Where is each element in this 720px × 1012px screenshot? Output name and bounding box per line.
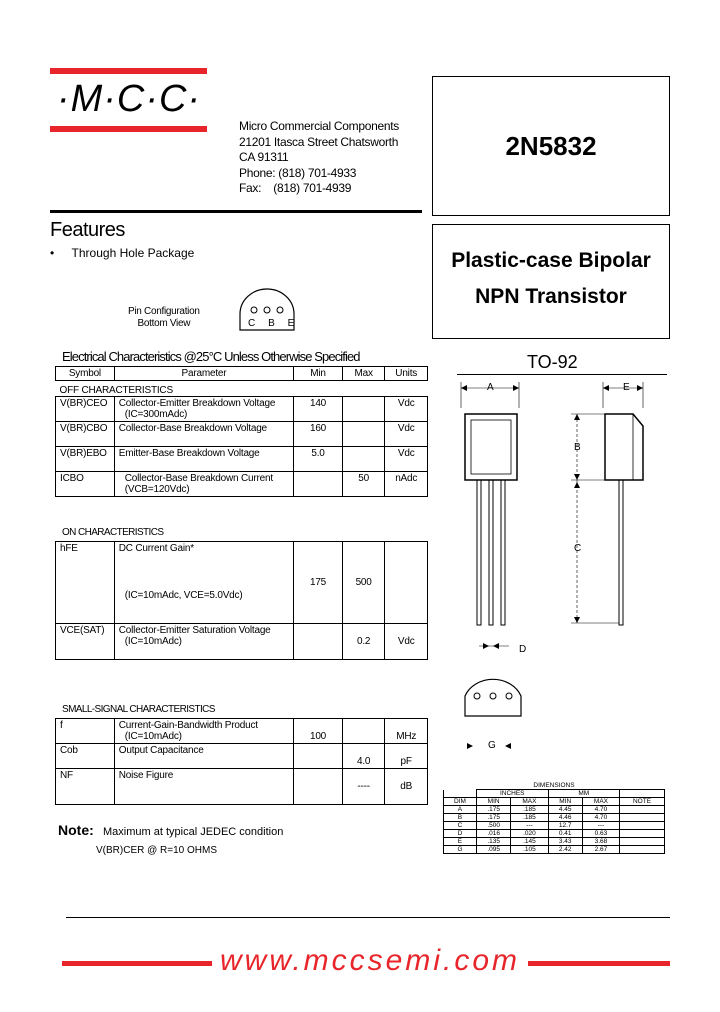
min-cell	[294, 624, 343, 660]
table-row: A .175 .185 4.45 4.70	[444, 806, 665, 814]
dim-label-d: D	[519, 644, 526, 655]
description-line1: Plastic-case Bipolar	[451, 249, 651, 272]
parameter-cell: Noise Figure	[114, 769, 293, 805]
symbol-cell: f	[56, 719, 115, 744]
min-cell	[294, 769, 343, 805]
dim-label-a: A	[487, 382, 494, 393]
max-cell: 0.2	[342, 624, 385, 660]
symbol-cell: NF	[56, 769, 115, 805]
symbol-cell: V(BR)EBO	[56, 447, 115, 472]
max-cell	[342, 447, 385, 472]
dim-header: MAX	[582, 798, 619, 806]
header-units: Units	[385, 367, 428, 381]
company-phone: Phone: (818) 701-4933	[239, 165, 357, 180]
off-table	[55, 366, 428, 497]
description-line2: NPN Transistor	[475, 285, 627, 308]
dim-header-row	[444, 798, 665, 806]
table-row	[56, 624, 428, 660]
unit-cell: nAdc	[385, 472, 428, 497]
header-parameter: Parameter	[114, 367, 293, 381]
max-cell	[342, 397, 385, 422]
header-min: Min	[294, 367, 343, 381]
dim-label-b: B	[574, 442, 581, 453]
logo-bottom-bar	[50, 126, 207, 132]
note-text: Maximum at typical JEDEC condition	[103, 826, 284, 838]
blank	[444, 790, 477, 798]
features-title: Features	[50, 219, 125, 241]
note-text2: V(BR)CER @ R=10 OHMS	[96, 845, 218, 856]
max-cell: 500	[342, 542, 385, 624]
param-cond: (IC=10mAdc, VCE=5.0Vdc)	[124, 590, 243, 601]
table-row	[56, 769, 428, 805]
off-section-title: OFF CHARACTERISTICS	[59, 385, 173, 396]
company-fax: Fax: (818) 701-4939	[239, 181, 352, 195]
table-row	[56, 397, 428, 422]
param-text: DC Current Gain*	[118, 543, 194, 554]
symbol-cell: Cob	[56, 744, 115, 769]
pin-e: E	[287, 318, 294, 329]
note-label: Note:	[58, 822, 94, 838]
unit-cell: Vdc	[385, 422, 428, 447]
dim-header: MIN	[548, 798, 582, 806]
dim-label-g: G	[488, 740, 496, 751]
table-row: G .095 .105 2.42 2.67	[444, 846, 665, 854]
dim-header: MAX	[511, 798, 548, 806]
param-text: Collector-Emitter Breakdown Voltage	[118, 398, 276, 409]
dim-label-c: C	[574, 543, 581, 554]
dimensions-table	[443, 782, 665, 854]
package-name: TO-92	[527, 352, 578, 372]
on-table	[55, 541, 428, 660]
pin-config-title: Pin Configuration	[128, 306, 200, 317]
min-cell: 140	[294, 397, 343, 422]
unit-cell: MHz	[385, 719, 428, 744]
website-link[interactable]: www.mccsemi.com	[220, 944, 521, 977]
parameter-cell	[114, 472, 293, 497]
table-row	[56, 447, 428, 472]
bullet-icon: •	[50, 246, 55, 260]
parameter-cell	[114, 397, 293, 422]
pin-b: B	[268, 318, 275, 329]
min-cell	[294, 472, 343, 497]
unit-cell: Vdc	[385, 447, 428, 472]
package-name-underline	[457, 374, 667, 375]
param-cond: (IC=10mAdc)	[124, 731, 182, 742]
table-row	[56, 422, 428, 447]
dim-header: MIN	[476, 798, 510, 806]
pin-config-subtitle: Bottom View	[137, 318, 191, 329]
table-row: B .175 .185 4.46 4.70	[444, 814, 665, 822]
elec-title: Electrical Characteristics @25°C Unless Otherwise Specified	[62, 349, 360, 364]
parameter-cell	[114, 624, 293, 660]
dim-header: NOTE	[620, 798, 665, 806]
table-row	[56, 744, 428, 769]
part-number: 2N5832	[505, 131, 597, 161]
pin-config-label	[128, 306, 200, 330]
parameter-cell: Output Capacitance	[114, 744, 293, 769]
max-cell	[342, 719, 385, 744]
parameter-cell	[114, 542, 293, 624]
min-cell: 160	[294, 422, 343, 447]
symbol-cell: VCE(SAT)	[56, 624, 115, 660]
description-box	[432, 224, 670, 339]
feature-item	[50, 246, 194, 260]
table-header	[56, 367, 428, 381]
footer-divider	[66, 917, 670, 918]
to92-drawing	[455, 378, 670, 768]
symbol-cell: V(BR)CBO	[56, 422, 115, 447]
symbol-cell: ICBO	[56, 472, 115, 497]
part-number-box	[432, 76, 670, 216]
unit-cell: pF	[385, 744, 428, 769]
table-row	[56, 542, 428, 624]
logo-text: ·M·C·C·	[56, 78, 202, 120]
ss-table	[55, 718, 428, 805]
param-cond: (IC=300mAdc)	[124, 409, 188, 420]
max-cell: 4.0	[342, 744, 385, 769]
header-divider	[50, 210, 422, 213]
ss-section-title: SMALL-SIGNAL CHARACTERISTICS	[62, 704, 215, 715]
min-cell: 175	[294, 542, 343, 624]
symbol-cell: V(BR)CEO	[56, 397, 115, 422]
unit-cell: dB	[385, 769, 428, 805]
header-max: Max	[342, 367, 385, 381]
header-symbol: Symbol	[56, 367, 115, 381]
parameter-cell: Emitter-Base Breakdown Voltage	[114, 447, 293, 472]
inches-group: INCHES	[476, 790, 548, 798]
company-name: Micro Commercial Components	[239, 119, 399, 133]
min-cell	[294, 744, 343, 769]
footer-bar-right	[528, 961, 670, 966]
dim-label-e: E	[623, 382, 630, 393]
pin-c: C	[248, 318, 255, 329]
table-row	[56, 719, 428, 744]
table-row: C .500 --- 12.7 ---	[444, 822, 665, 830]
company-city: CA 91311	[239, 150, 289, 164]
dim-header: DIM	[444, 798, 477, 806]
unit-cell: Vdc	[385, 397, 428, 422]
max-cell: 50	[342, 472, 385, 497]
param-text: Collector-Base Breakdown Current	[124, 473, 273, 484]
parameter-cell: Collector-Base Breakdown Voltage	[114, 422, 293, 447]
table-row: D .016 .020 0.41 0.63	[444, 830, 665, 838]
unit-cell	[385, 542, 428, 624]
symbol-cell: hFE	[56, 542, 115, 624]
parameter-cell	[114, 719, 293, 744]
table-row: E .135 .145 3.43 3.68	[444, 838, 665, 846]
mcc-logo	[54, 72, 204, 132]
pin-labels	[248, 318, 294, 329]
min-cell: 100	[294, 719, 343, 744]
on-section-title: ON CHARACTERISTICS	[62, 527, 164, 538]
param-cond: (IC=10mAdc)	[124, 636, 182, 647]
mm-group: MM	[548, 790, 620, 798]
param-text: Collector-Emitter Saturation Voltage	[118, 625, 271, 636]
company-address	[239, 119, 399, 197]
footer-bar-left	[62, 961, 212, 966]
unit-cell: Vdc	[385, 624, 428, 660]
param-text: Current-Gain-Bandwidth Product	[118, 720, 258, 731]
table-row	[56, 472, 428, 497]
param-cond: (VCB=120Vdc)	[124, 484, 190, 495]
company-street: 21201 Itasca Street Chatsworth	[239, 134, 399, 149]
min-cell: 5.0	[294, 447, 343, 472]
max-cell: ----	[342, 769, 385, 805]
dimensions-title: DIMENSIONS	[533, 782, 575, 789]
blank	[620, 790, 665, 798]
max-cell	[342, 422, 385, 447]
feature-text: Through Hole Package	[71, 246, 195, 260]
